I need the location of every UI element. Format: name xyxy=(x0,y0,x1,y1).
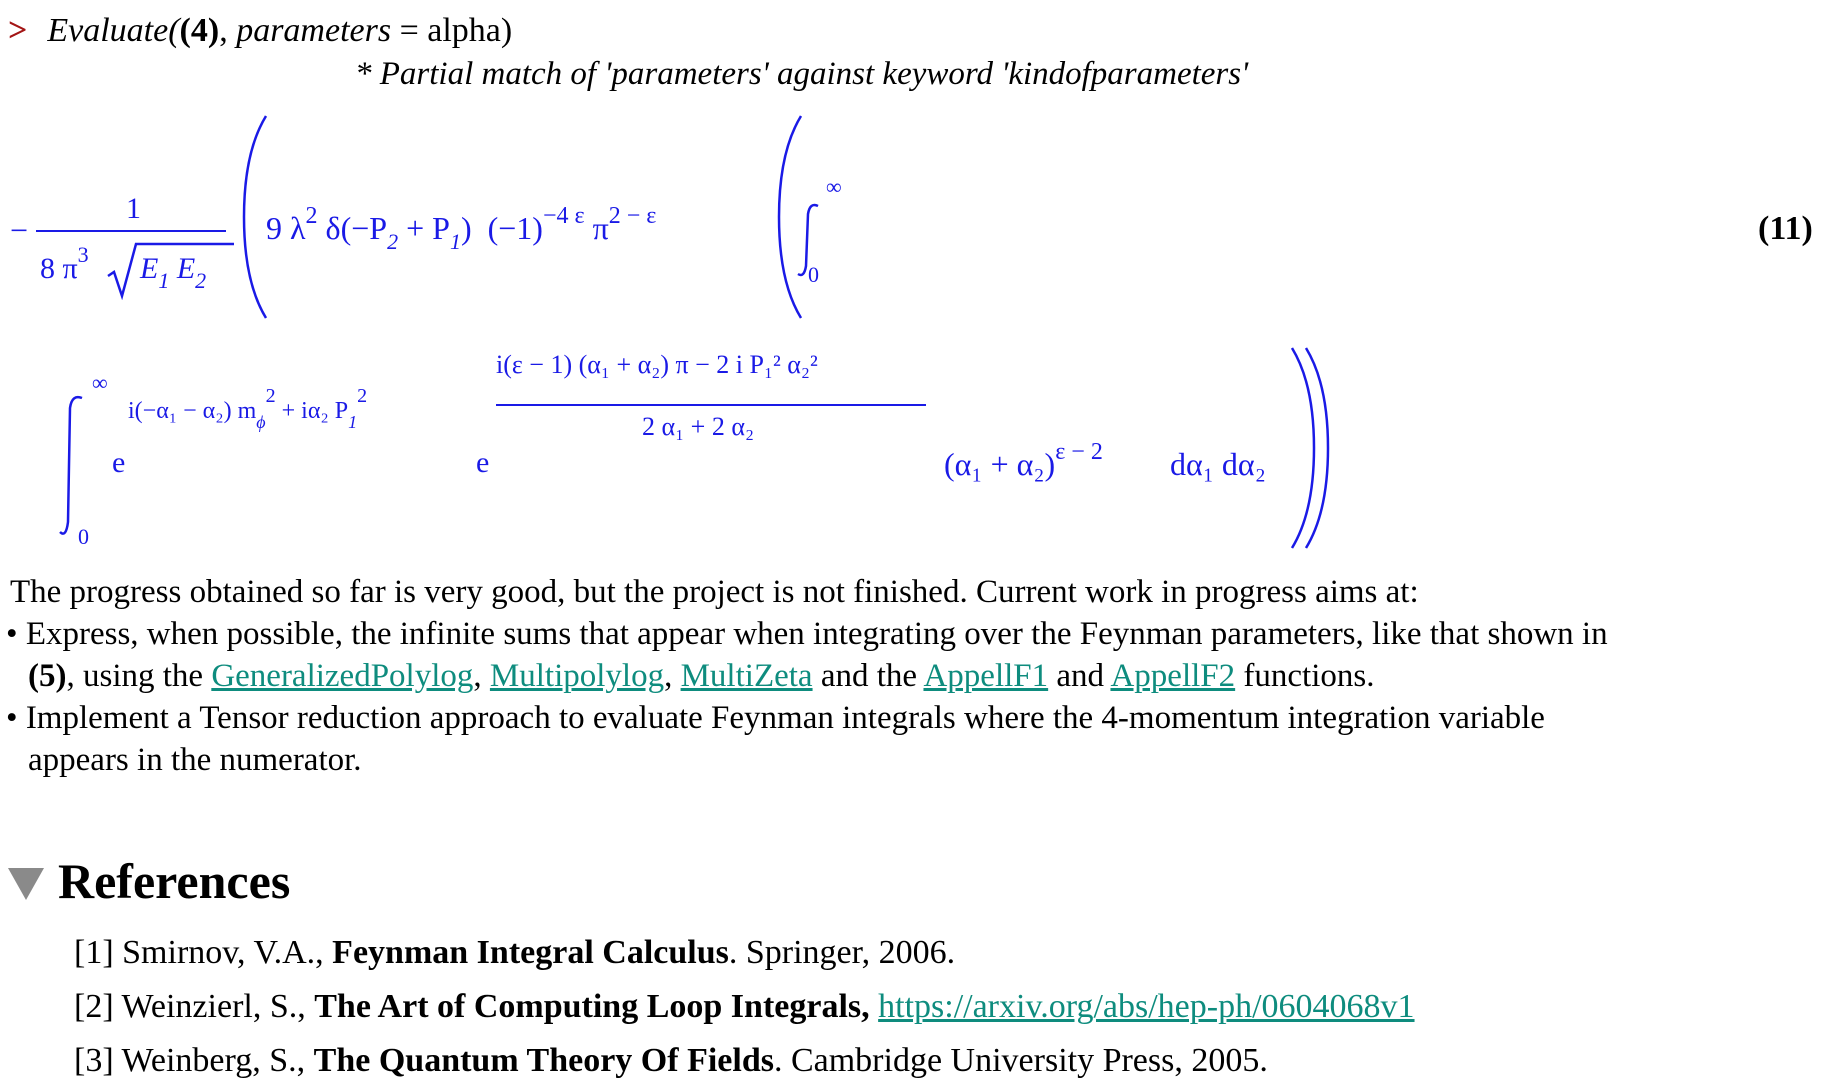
delta-plus-p: + P xyxy=(398,210,450,246)
delta-open: δ(−P xyxy=(325,210,388,246)
ref-2-pre: [2] Weinzierl, S., xyxy=(74,988,315,1025)
fraction-numerator: 1 xyxy=(126,192,141,225)
exp2-base: e xyxy=(476,446,490,479)
integral-inner-upper: ∞ xyxy=(92,370,108,395)
command-arg-ref: (4) xyxy=(179,12,220,49)
exp2-fraction-bar xyxy=(496,404,926,406)
ref-3-post: . Cambridge University Press, 2005. xyxy=(773,1042,1268,1079)
bullet-1-post: functions. xyxy=(1235,658,1375,694)
link-multizeta[interactable]: MultiZeta xyxy=(680,658,813,694)
references-heading: References xyxy=(58,853,291,909)
exp2-numerator: i(ε − 1) (α₁ + α₂) π − 2 i P₁² α₂² xyxy=(496,350,818,379)
ref-1-post: . Springer, 2006. xyxy=(728,934,956,971)
reference-item-2 xyxy=(74,988,1415,1026)
differentials: dα₁ dα₂ xyxy=(1170,446,1266,482)
warning-message: * Partial match of 'parameters' against keyword 'kindofparameters' xyxy=(355,56,1249,92)
sqrt-e1: E xyxy=(140,252,159,285)
bullet-2-line2: appears in the numerator. xyxy=(28,742,362,778)
exp1-text: i(−α₁ − α₂) m xyxy=(128,398,257,424)
fraction-denominator xyxy=(40,242,89,286)
closing-parens xyxy=(1288,344,1334,552)
ref-2-post xyxy=(870,988,879,1025)
sqrt-e1-sub: 1 xyxy=(158,268,170,293)
ref-2-title: The Art of Computing Loop Integrals, xyxy=(314,988,870,1025)
command-function: Evaluate( xyxy=(47,12,180,49)
den-8pi: 8 π xyxy=(40,252,78,285)
fraction-bar xyxy=(36,230,226,232)
command-sep: , xyxy=(219,12,237,49)
exp1-tail: + iα₂ P xyxy=(275,398,349,424)
references-section-header[interactable] xyxy=(6,852,290,910)
neg-one-exponent: −4 ε xyxy=(542,203,585,229)
command-line[interactable] xyxy=(8,12,512,50)
progress-paragraph: The progress obtained so far is very good, but the project is not finished. Current work in progress aims at: xyxy=(10,574,1419,610)
coef-9lambda: 9 λ xyxy=(266,210,306,246)
bullet-1-sep1: , xyxy=(473,658,490,694)
exp1-base: e xyxy=(112,446,126,479)
bullet-2-line1: Implement a Tensor reduction approach to evaluate Feynman integrals where the 4-momentum integration variable xyxy=(25,700,1545,736)
bullet-1-sep2: , xyxy=(664,658,681,694)
leading-minus: − xyxy=(10,212,29,248)
ref-1-pre: [1] Smirnov, V.A., xyxy=(74,934,333,971)
delta-p1-sub: 1 xyxy=(449,229,461,254)
power-exponent: ε − 2 xyxy=(1055,439,1103,465)
bullet-1-sep3: and the xyxy=(812,658,924,694)
exp1-p-sub: 1 xyxy=(348,412,358,432)
ref-1-title: Feynman Integral Calculus xyxy=(332,934,729,971)
link-generalizedpolylog[interactable]: GeneralizedPolylog xyxy=(211,658,474,694)
bullet-item-1 xyxy=(6,616,1608,653)
link-appellf2[interactable]: AppellF2 xyxy=(1110,658,1236,694)
delta-close: ) xyxy=(460,210,472,246)
ref-2-arxiv-link[interactable]: https://arxiv.org/abs/hep-ph/0604068v1 xyxy=(878,988,1415,1025)
integral-inner-icon xyxy=(58,392,88,542)
exp1-exponent xyxy=(128,385,368,432)
integral-outer-upper: ∞ xyxy=(826,174,842,199)
reference-item-1 xyxy=(74,934,955,972)
bullet-1-mid: , using the xyxy=(66,658,212,694)
sqrt-radicand xyxy=(140,252,207,293)
bullet-1-ref: (5) xyxy=(28,658,67,694)
prompt-symbol: > xyxy=(8,12,28,49)
exp1-m-sup: 2 xyxy=(265,385,276,407)
exp1-m-sub: ϕ xyxy=(256,412,266,432)
bullet-dot: • xyxy=(6,700,18,736)
link-multipolylog[interactable]: Multipolylog xyxy=(489,658,665,694)
neg-one: (−1) xyxy=(487,210,543,246)
den-pi-exponent: 3 xyxy=(77,242,89,267)
term-coefficient xyxy=(266,203,657,254)
bullet-dot: • xyxy=(6,616,18,652)
exp2-denominator: 2 α₁ + 2 α₂ xyxy=(642,412,755,441)
bullet-1-sep4: and xyxy=(1048,658,1111,694)
collapse-triangle-icon[interactable] xyxy=(6,862,46,902)
sqrt-e2: E xyxy=(176,252,196,285)
ref-3-title: The Quantum Theory Of Fields xyxy=(313,1042,774,1079)
bullet-1-text: Express, when possible, the infinite sums that appear when integrating over the Feynman parameters, like that shown in xyxy=(25,616,1608,652)
bullet-item-1-cont xyxy=(28,658,1374,695)
integral-outer-lower: 0 xyxy=(808,262,819,287)
pi-symbol: π xyxy=(592,210,609,246)
equation-label: (11) xyxy=(1758,210,1813,247)
bullet-item-2 xyxy=(6,700,1545,737)
delta-p2-sub: 2 xyxy=(387,229,399,254)
pi-exponent: 2 − ε xyxy=(608,203,657,229)
exp1-p-sup: 2 xyxy=(357,385,368,407)
power-base: (α₁ + α₂) xyxy=(944,446,1056,482)
sqrt-e2-sub: 2 xyxy=(195,268,207,293)
link-appellf1[interactable]: AppellF1 xyxy=(923,658,1049,694)
command-param-name: parameters xyxy=(236,12,392,49)
command-param-eq: = alpha) xyxy=(391,12,513,49)
power-term xyxy=(944,439,1103,483)
integral-inner-lower: 0 xyxy=(78,524,89,549)
ref-3-pre: [3] Weinberg, S., xyxy=(74,1042,314,1079)
coef-exponent: 2 xyxy=(305,203,318,229)
reference-item-3 xyxy=(74,1042,1268,1080)
